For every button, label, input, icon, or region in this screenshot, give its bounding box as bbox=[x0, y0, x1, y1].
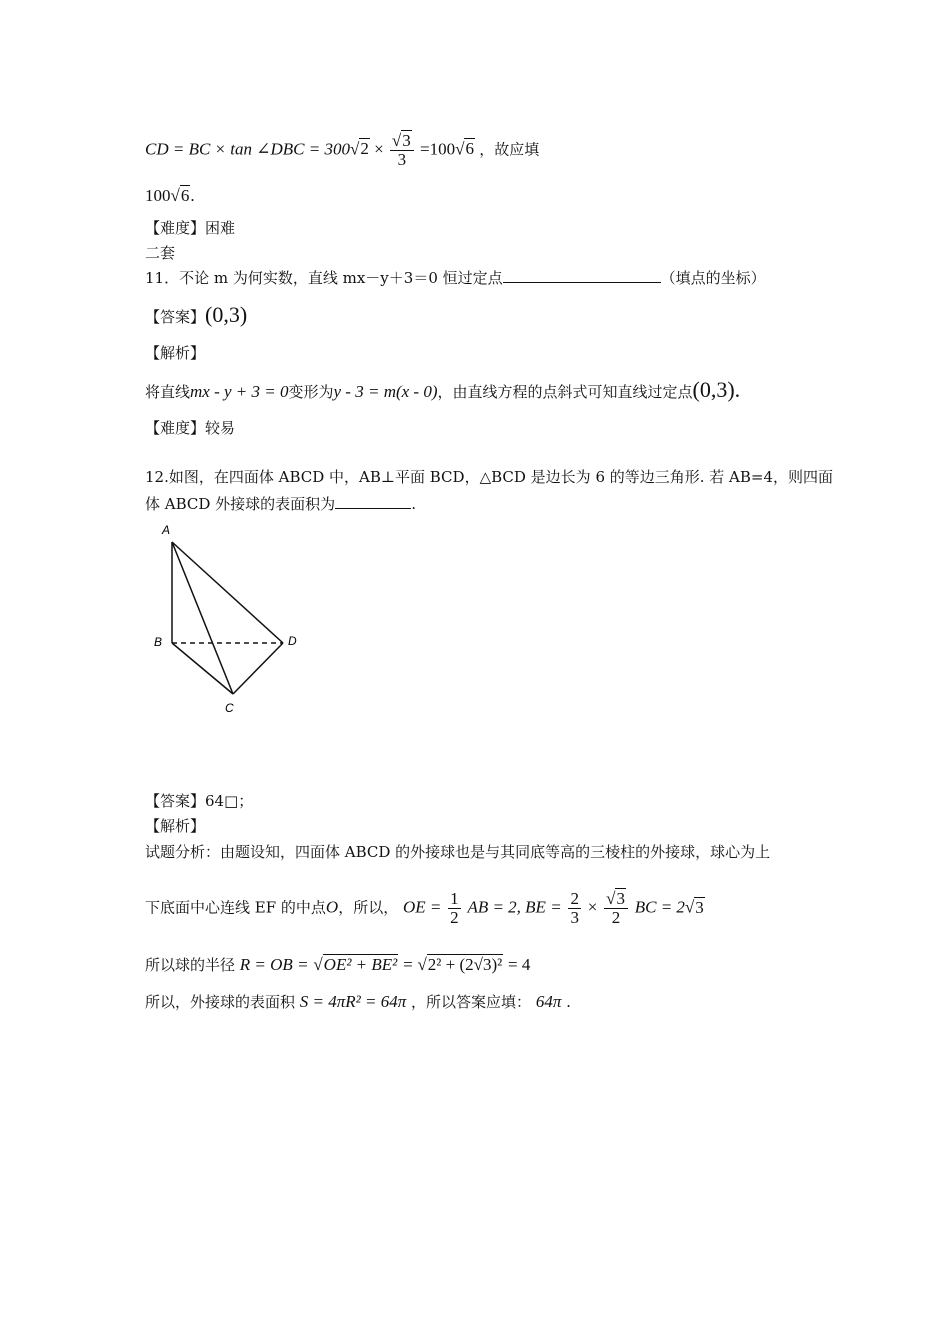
vertex-label-A: A bbox=[162, 523, 171, 537]
q11-answer: 【答案】(0,3) bbox=[145, 302, 248, 327]
fraction-sqrt3-over-3: $\frac{√3}{3}$ bbox=[390, 132, 414, 169]
q12-radius-line: 所以球的半径 R = OB = √OE² + BE² = √2² + (2√3)² = 4 bbox=[145, 955, 531, 974]
q12-analysis-tag: 【解析】 bbox=[145, 817, 206, 835]
q12-analysis-line2: 下底面中心连线 EF 的中点O，所以， OE = $\frac{1}{2}$ AB = 2, BE = $\frac{2}{3}$ × $\frac{√3}{2}$ BC = 2√3 bbox=[145, 889, 704, 927]
q12-stem-line1: 12.如图，在四面体 ABCD 中，AB⊥平面 BCD，△BCD 是边长为 6 的等边三角形. 若 AB=4，则四面 bbox=[145, 468, 834, 486]
q12-answer: 【答案】64□； bbox=[145, 792, 254, 810]
vertex-label-B: B bbox=[154, 635, 163, 649]
q10-difficulty: 【难度】困难 bbox=[145, 219, 236, 237]
q12-stem-line2: 体 ABCD 外接球的表面积为 . bbox=[145, 495, 416, 513]
vertex-label-C: C bbox=[225, 701, 234, 715]
fraction-2-over-3: $\frac{2}{3}$ bbox=[570, 889, 579, 927]
edge-AD bbox=[172, 542, 283, 643]
q10-computation-line: CD = BC × tan ∠DBC = 300√2 × $\frac{√3}{3}$ =100√6 ，故应填 bbox=[145, 131, 540, 169]
q12-area-line: 所以，外接球的表面积 S = 4πR² = 64π ，所以答案应填： 64π . bbox=[145, 992, 571, 1011]
edge-BC bbox=[172, 643, 233, 694]
q11-stem: 11．不论 m 为何实数，直线 mx－y＋3＝0 恒过定点 （填点的坐标） bbox=[145, 269, 766, 287]
section-label: 二套 bbox=[145, 244, 176, 262]
edge-AC bbox=[172, 542, 233, 694]
tetrahedron-figure bbox=[148, 518, 318, 718]
fraction-sqrt3-over-2: $\frac{√3}{2}$ bbox=[604, 890, 628, 927]
q10-answer-line: 100√6. bbox=[145, 186, 195, 205]
q11-difficulty: 【难度】较易 bbox=[145, 419, 236, 437]
edge-CD bbox=[233, 643, 283, 694]
answer-blank bbox=[503, 282, 661, 283]
q12-analysis-line1: 试题分析：由题设知，四面体 ABCD 的外接球也是与其同底等高的三棱柱的外接球，球心为上 bbox=[145, 843, 771, 861]
answer-blank bbox=[335, 508, 411, 509]
vertex-label-D: D bbox=[288, 634, 297, 648]
q11-analysis: 将直线mx - y + 3 = 0变形为y - 3 = m(x - 0)，由直线方程的点斜式可知直线过定点(0,3). bbox=[145, 377, 741, 402]
fraction-1-over-2: $\frac{1}{2}$ bbox=[450, 889, 459, 927]
q11-analysis-tag: 【解析】 bbox=[145, 344, 206, 362]
